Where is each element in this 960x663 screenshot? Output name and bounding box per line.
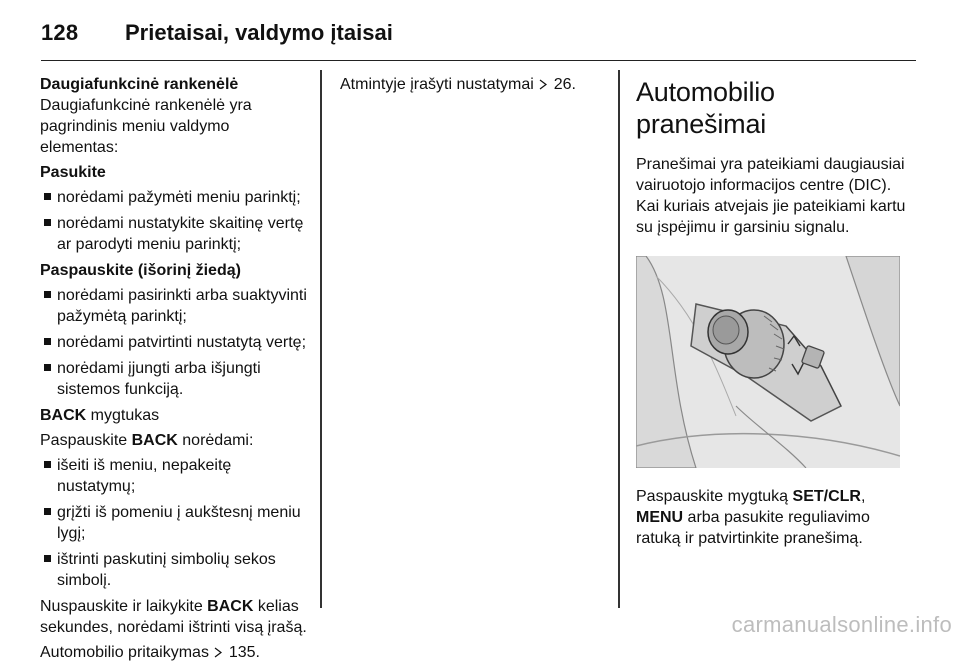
rotate-heading: Pasukite xyxy=(40,164,106,181)
customization-reference[interactable]: Automobilio pritaikymas 135. xyxy=(40,644,260,661)
bullet-icon xyxy=(44,291,51,298)
list-item: išeiti iš meniu, nepakeitę nustatymų; xyxy=(40,455,312,497)
rotate-list xyxy=(40,187,312,255)
list-item: norėdami pažymėti meniu parinktį; xyxy=(40,187,312,208)
page-reference-arrow-icon xyxy=(214,647,222,658)
section-title: Automobilio pranešimai xyxy=(636,77,775,139)
multifunction-knob-intro: Daugiafunkcinė rankenėlė yra pagrindinis meniu valdymo elementas: xyxy=(40,97,252,156)
bullet-icon xyxy=(44,219,51,226)
bullet-icon xyxy=(44,508,51,515)
bullet-icon xyxy=(44,461,51,468)
memory-reference[interactable]: Atmintyje įrašyti nustatymai 26. xyxy=(340,76,576,93)
set-clr-label: SET/CLR xyxy=(792,488,861,505)
column-middle xyxy=(340,74,612,95)
lever-drawing xyxy=(636,256,900,468)
back-list xyxy=(40,455,312,591)
multifunction-knob-heading: Daugiafunkcinė rankenėlė xyxy=(40,76,239,93)
menu-label: MENU xyxy=(636,509,684,526)
list-item: norėdami įjungti arba išjungti sistemos funkciją. xyxy=(40,358,312,400)
list-item: norėdami nustatykite skaitinę vertę ar parodyti meniu parinktį; xyxy=(40,213,312,255)
bullet-icon xyxy=(44,555,51,562)
press-heading: Paspauskite (išorinį žiedą) xyxy=(40,262,241,279)
page-header xyxy=(41,12,916,61)
back-label: BACK xyxy=(207,598,254,615)
turn-signal-lever-illustration xyxy=(636,256,900,468)
column-right xyxy=(636,74,908,549)
column-divider xyxy=(320,70,322,608)
back-label: BACK xyxy=(131,432,178,449)
list-item: norėdami patvirtinti nustatytą vertę; xyxy=(40,332,312,353)
hold-back-text: Nuspauskite ir laikykite BACK kelias sekundes, norėdami ištrinti visą įrašą. xyxy=(40,598,307,636)
messages-intro: Pranešimai yra pateikiami daugiausiai vairuotojo informacijos centre (DIC). Kai kuriais atvejais jie pateikiami kartu su įspėjimu ir garsiniu signalu. xyxy=(636,156,906,236)
column-left xyxy=(40,74,312,663)
bullet-icon xyxy=(44,193,51,200)
watermark: carmanualsonline.info xyxy=(731,612,952,637)
press-list xyxy=(40,285,312,400)
back-label: BACK xyxy=(40,407,87,424)
illustration-caption: Paspauskite mygtuką SET/CLR, MENU arba pasukite reguliavimo ratuką ir patvirtinkite pranešimą. xyxy=(636,488,870,547)
column-divider xyxy=(618,70,620,608)
bullet-icon xyxy=(44,338,51,345)
chapter-title: Prietaisai, valdymo įtaisai xyxy=(125,20,393,45)
bullet-icon xyxy=(44,364,51,371)
page-number: 128 xyxy=(41,20,79,45)
page-reference-arrow-icon xyxy=(539,79,547,90)
back-button-heading: BACK mygtukas xyxy=(40,407,160,424)
back-press-text: Paspauskite BACK norėdami: xyxy=(40,432,254,449)
list-item: norėdami pasirinkti arba suaktyvinti pažymėtą parinktį; xyxy=(40,285,312,327)
list-item: ištrinti paskutinį simbolių sekos simbolį. xyxy=(40,549,312,591)
list-item: grįžti iš pomeniu į aukštesnį meniu lygį; xyxy=(40,502,312,544)
